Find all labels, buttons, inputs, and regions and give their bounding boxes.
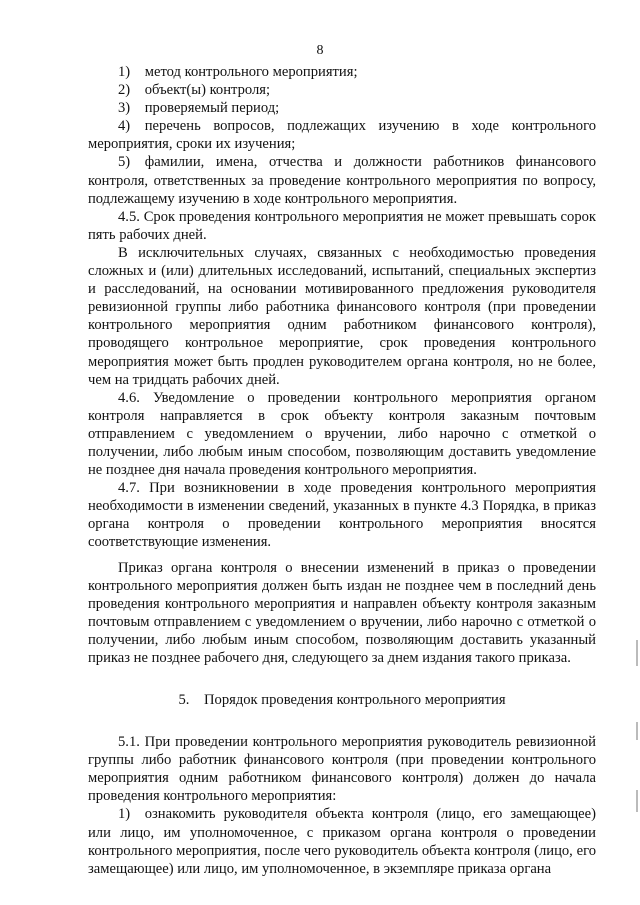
paragraph-exceptional-cases: В исключительных случаях, связанных с необходимостью проведения сложных и (или) длительных исследований, испытаний, специальных экспертиз и расследований, на основании мотивированного предложения руководителя ревизионной группы либо работника финансового контроля (при проведении контрольного мероприятия одним работником финансового контроля), проводящего контрольное мероприятие, срок проведения контрольного мероприятия может быть продлен руководителем органа контроля, но не более, чем на тридцать рабочих дней.: [88, 244, 596, 388]
page-number: 8: [316, 43, 324, 58]
scan-edge-mark: [636, 722, 638, 740]
document-body: [88, 63, 596, 878]
paragraph-order-changes: Приказ органа контроля о внесении изменений в приказ о проведении контрольного мероприятия должен быть издан не позднее чем в последний день проведения контрольного мероприятия и направлен объекту контроля заказным почтовым отправлением с уведомлением о вручении, либо нарочно с отметкой о получении, либо любым иным способом, позволяющим доставить указанный приказ не позднее рабочего дня, следующего за днем издания такого приказа.: [88, 559, 596, 666]
list-item-objects: 2) объект(ы) контроля;: [118, 82, 271, 99]
paragraph-4-6: 4.6. Уведомление о проведении контрольного мероприятия органом контроля направляется в срок объекту контроля заказным почтовым отправлением с уведомлением о вручении, либо нарочно с отметкой о получении, либо любым иным способом, позволяющим доставить уведомление не позднее дня начала проведения контрольного мероприятия.: [88, 389, 596, 479]
list-item-questions: 4) перечень вопросов, подлежащих изучению в ходе контрольного мероприятия, сроки их изучения;: [88, 118, 596, 153]
list-item-method: 1) метод контрольного мероприятия;: [118, 64, 358, 80]
paragraph-5-1: 5.1. При проведении контрольного мероприятия руководитель ревизионной группы либо работник финансового контроля (при проведении контрольного мероприятия одним работником финансового контроля) должен до начала проведения контрольного мероприятия:: [88, 734, 596, 805]
list-item-familiarize: 1) ознакомить руководителя объекта контроля (лицо, его замещающее) или лицо, им уполномоченное, с приказом органа контроля о проведении контрольного мероприятия, после чего руководитель объекта контроля (лицо, его замещающее) или лицо, им уполномоченное, в экземпляре приказа органа: [88, 806, 596, 877]
section-heading: 5. Порядок проведения контрольного мероприятия: [178, 692, 506, 709]
scan-edge-mark: [636, 790, 638, 812]
paragraph-4-7: 4.7. При возникновении в ходе проведения контрольного мероприятия необходимости в изменении сведений, указанных в пункте 4.3 Порядка, в приказ органа контроля о проведении контрольного мероприятия вносятся соответствующие изменения.: [88, 480, 596, 551]
paragraph-4-5: 4.5. Срок проведения контрольного мероприятия не может превышать сорок пять рабочих дней.: [88, 208, 596, 243]
list-item-period: 3) проверяемый период;: [118, 100, 280, 117]
list-item-staff: 5) фамилии, имена, отчества и должности работников финансового контроля, ответственных за проведение контрольного мероприятия по вопросу, подлежащему изучению в ходе контрольного мероприятия.: [88, 154, 596, 207]
scan-edge-mark: [636, 640, 638, 666]
